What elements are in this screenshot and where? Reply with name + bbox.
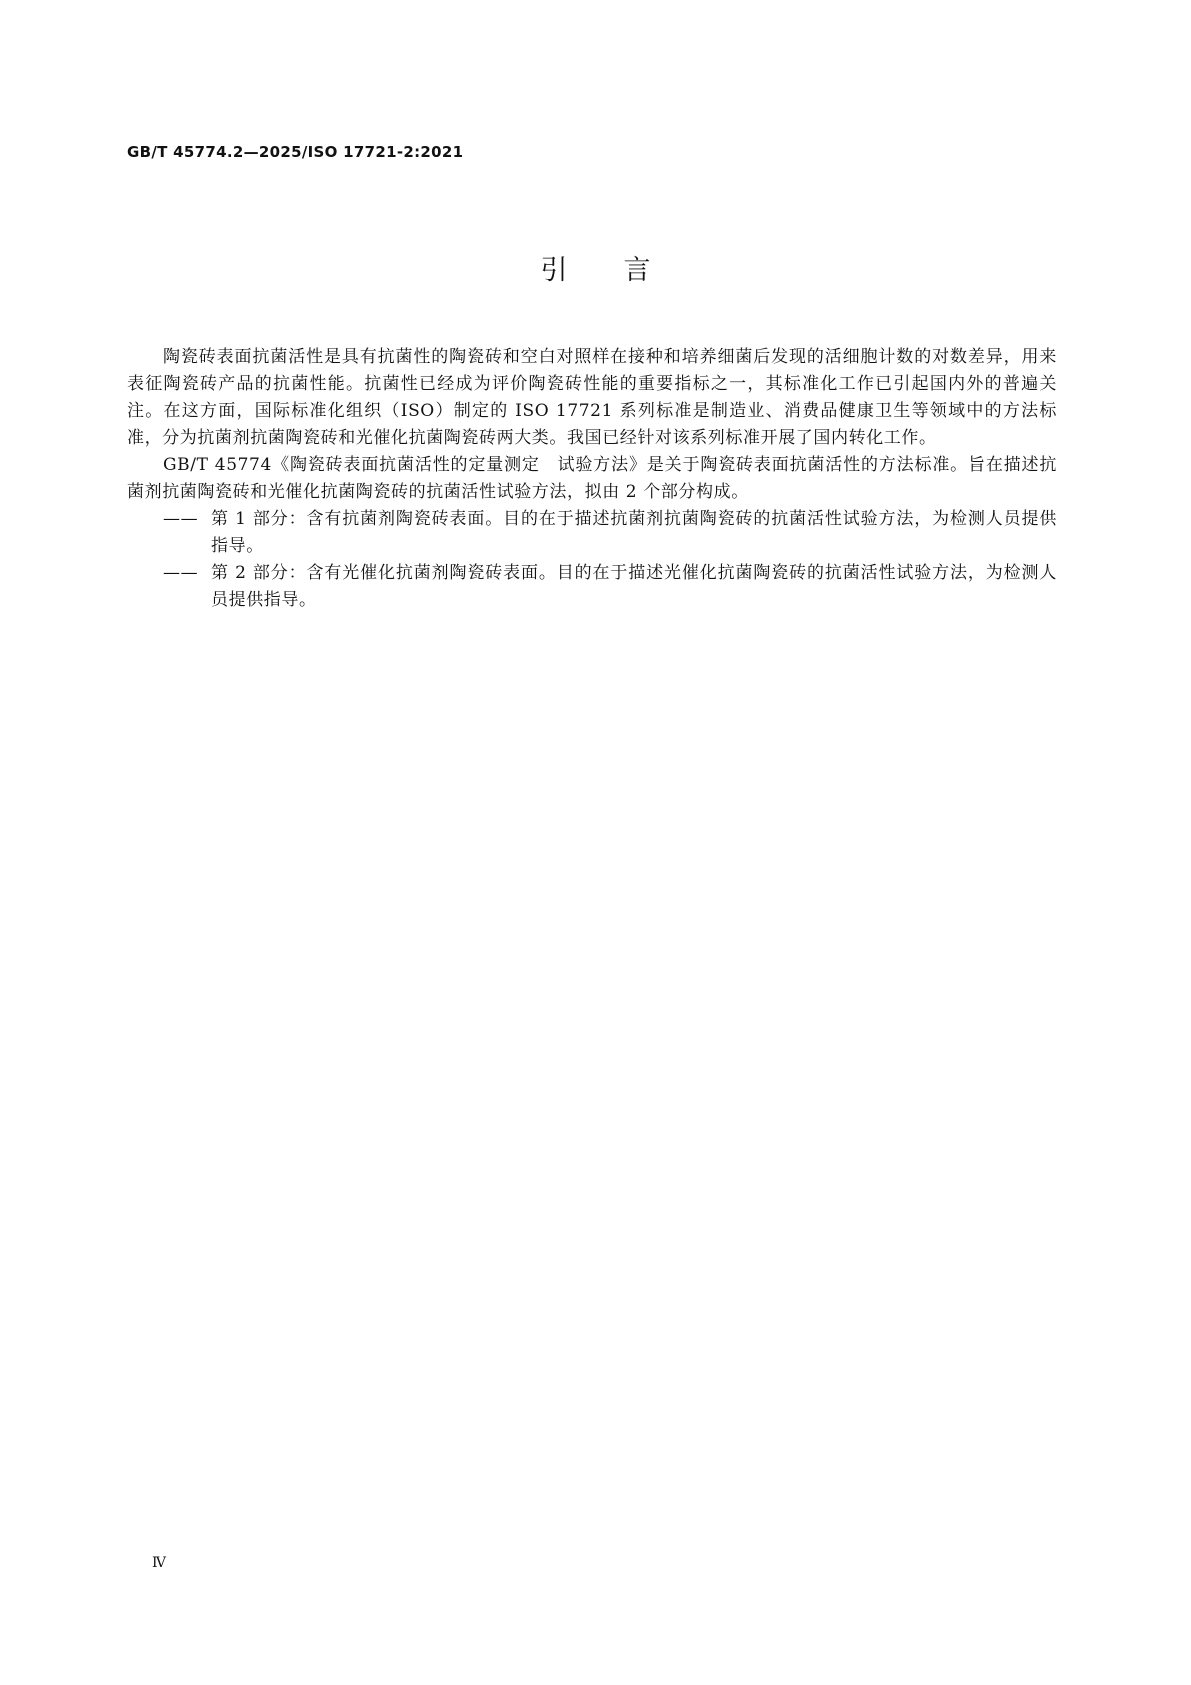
list-item-text: 第 1 部分：含有抗菌剂陶瓷砖表面。目的在于描述抗菌剂抗菌陶瓷砖的抗菌活性试验方法，为检测人员提供指导。 <box>211 509 1057 556</box>
intro-paragraph: 陶瓷砖表面抗菌活性是具有抗菌性的陶瓷砖和空白对照样在接种和培养细菌后发现的活细胞计数的对数差异，用来表征陶瓷砖产品的抗菌性能。抗菌性已经成为评价陶瓷砖性能的重要指标之一，其标准化工作已引起国内外的普遍关注。在这方面，国际标准化组织（ISO）制定的 ISO 17721 系列标准是制造业、消费品健康卫生等领域中的方法标准，分为抗菌剂抗菌陶瓷砖和光催化抗菌陶瓷砖两大类。我国已经针对该系列标准开展了国内转化工作。 <box>127 347 1057 448</box>
list-dash: —— <box>163 563 199 583</box>
intro-paragraph: GB/T 45774《陶瓷砖表面抗菌活性的定量测定 试验方法》是关于陶瓷砖表面抗菌活性的方法标准。旨在描述抗菌剂抗菌陶瓷砖和光催化抗菌陶瓷砖的抗菌活性试验方法，拟由 2 个部分构成。 <box>127 455 1057 502</box>
list-dash: —— <box>163 509 199 529</box>
standard-number: GB/T 45774.2—2025/ISO 17721-2:2021 <box>127 143 464 161</box>
list-item <box>127 560 1057 614</box>
parts-list <box>127 506 1057 614</box>
list-item <box>127 506 1057 560</box>
page-title: 引言 <box>540 255 707 286</box>
list-item-text: 第 2 部分：含有光催化抗菌剂陶瓷砖表面。目的在于描述光催化抗菌陶瓷砖的抗菌活性试验方法，为检测人员提供指导。 <box>211 563 1057 610</box>
document-body <box>127 344 1057 614</box>
page-number: Ⅳ <box>152 1555 166 1571</box>
